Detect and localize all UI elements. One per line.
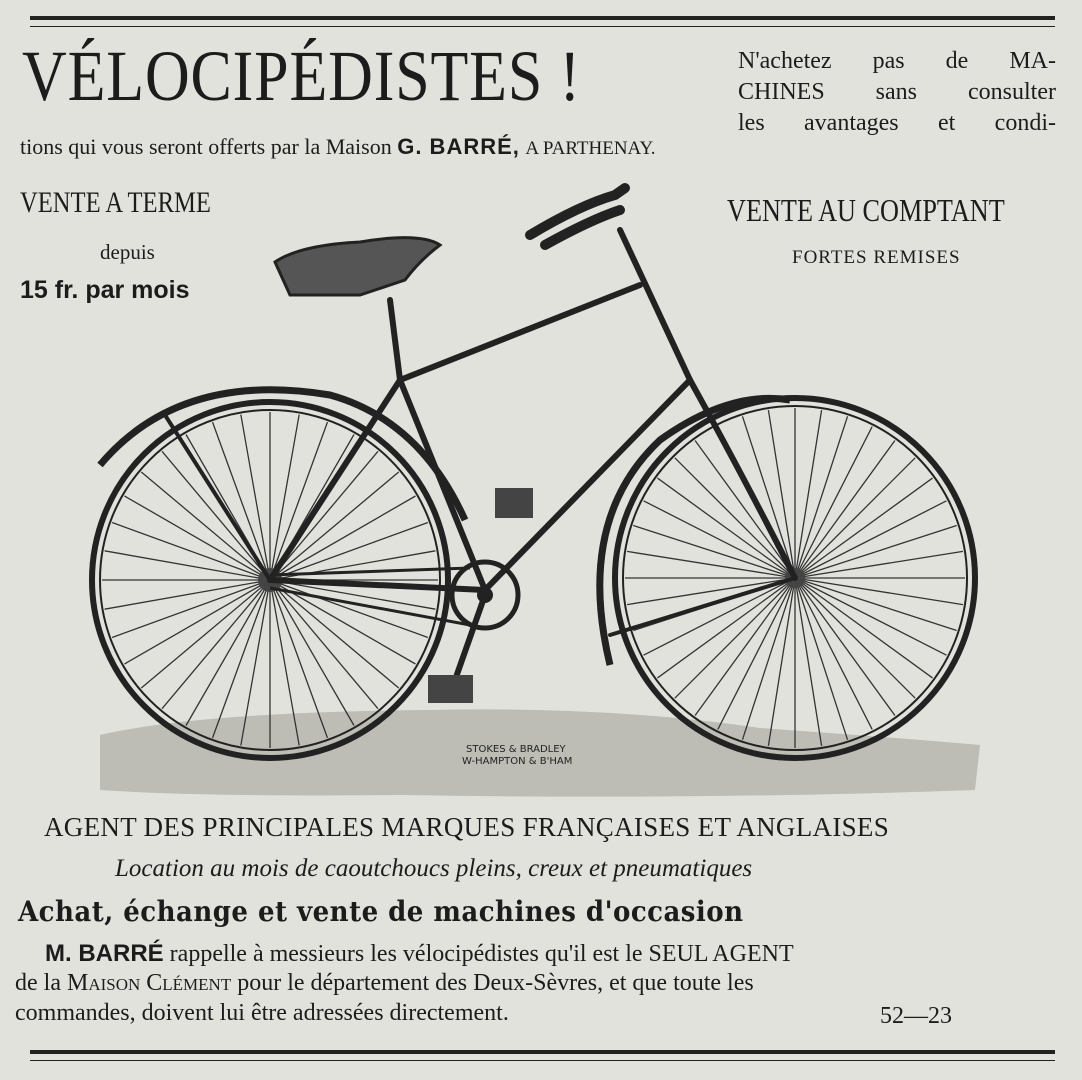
spoke	[795, 440, 895, 578]
handlebar	[530, 188, 625, 245]
spoke	[795, 578, 895, 716]
maker-line-1: STOKES & BRADLEY	[466, 744, 566, 755]
parthenay-label: A PARTHENAY.	[525, 138, 656, 159]
intro-line-3: les avantages et condi-	[738, 110, 1056, 136]
spoke	[795, 416, 848, 578]
reference-number: 52—23	[880, 1003, 952, 1029]
spoke	[657, 578, 795, 678]
fortes-remises-label: FORTES REMISES	[792, 247, 961, 268]
barre-signature: M. BARRÉ	[45, 940, 164, 967]
intro-line-2: CHINES sans consulter	[738, 79, 1056, 105]
spoke	[795, 478, 933, 578]
maison-clement: Maison Clément	[66, 970, 232, 996]
monthly-price: 15 fr. par mois	[20, 276, 190, 304]
spoke	[795, 578, 915, 698]
spoke	[795, 458, 915, 578]
vente-a-terme-title: VENTE A TERME	[20, 186, 211, 219]
footer-line-2	[15, 970, 754, 997]
spoke	[695, 578, 795, 716]
footer-line-2-start: de la	[15, 970, 61, 996]
spoke	[795, 578, 933, 678]
footer-line-3: commandes, doivent lui être adressées directement.	[15, 1000, 509, 1026]
intro-line-4-start: tions qui vous seront offerts par la Maison	[20, 134, 392, 159]
spoke	[795, 578, 848, 740]
agent-line: AGENT DES PRINCIPALES MARQUES FRANÇAISES ET ANGLAISES	[44, 812, 890, 842]
depuis-label: depuis	[100, 240, 155, 264]
barre-name: G. BARRÉ,	[397, 134, 520, 159]
intro-line-1: N'achetez pas de MA-	[738, 48, 1056, 74]
achat-line: Achat, échange et vente de machines d'occasion	[18, 895, 744, 928]
footer-line-2-rest: pour le département des Deux-Sèvres, et que toute les	[237, 970, 754, 996]
footer-line-1-rest: rappelle à messieurs les vélocipédistes qu'il est le SEUL AGENT	[169, 941, 794, 967]
spoke	[742, 578, 795, 740]
spoke	[795, 525, 957, 578]
maker-line-2: W-HAMPTON & B'HAM	[462, 756, 573, 767]
saddle	[275, 238, 440, 295]
location-line: Location au mois de caoutchoucs pleins, creux et pneumatiques	[115, 855, 753, 882]
spoke	[795, 578, 957, 631]
vente-au-comptant-title: VENTE AU COMPTANT	[727, 192, 1005, 228]
headline: VÉLOCIPÉDISTES !	[22, 36, 581, 116]
footer-line-1	[45, 940, 794, 968]
spoke	[695, 440, 795, 578]
spoke	[675, 458, 795, 578]
spoke	[657, 478, 795, 578]
